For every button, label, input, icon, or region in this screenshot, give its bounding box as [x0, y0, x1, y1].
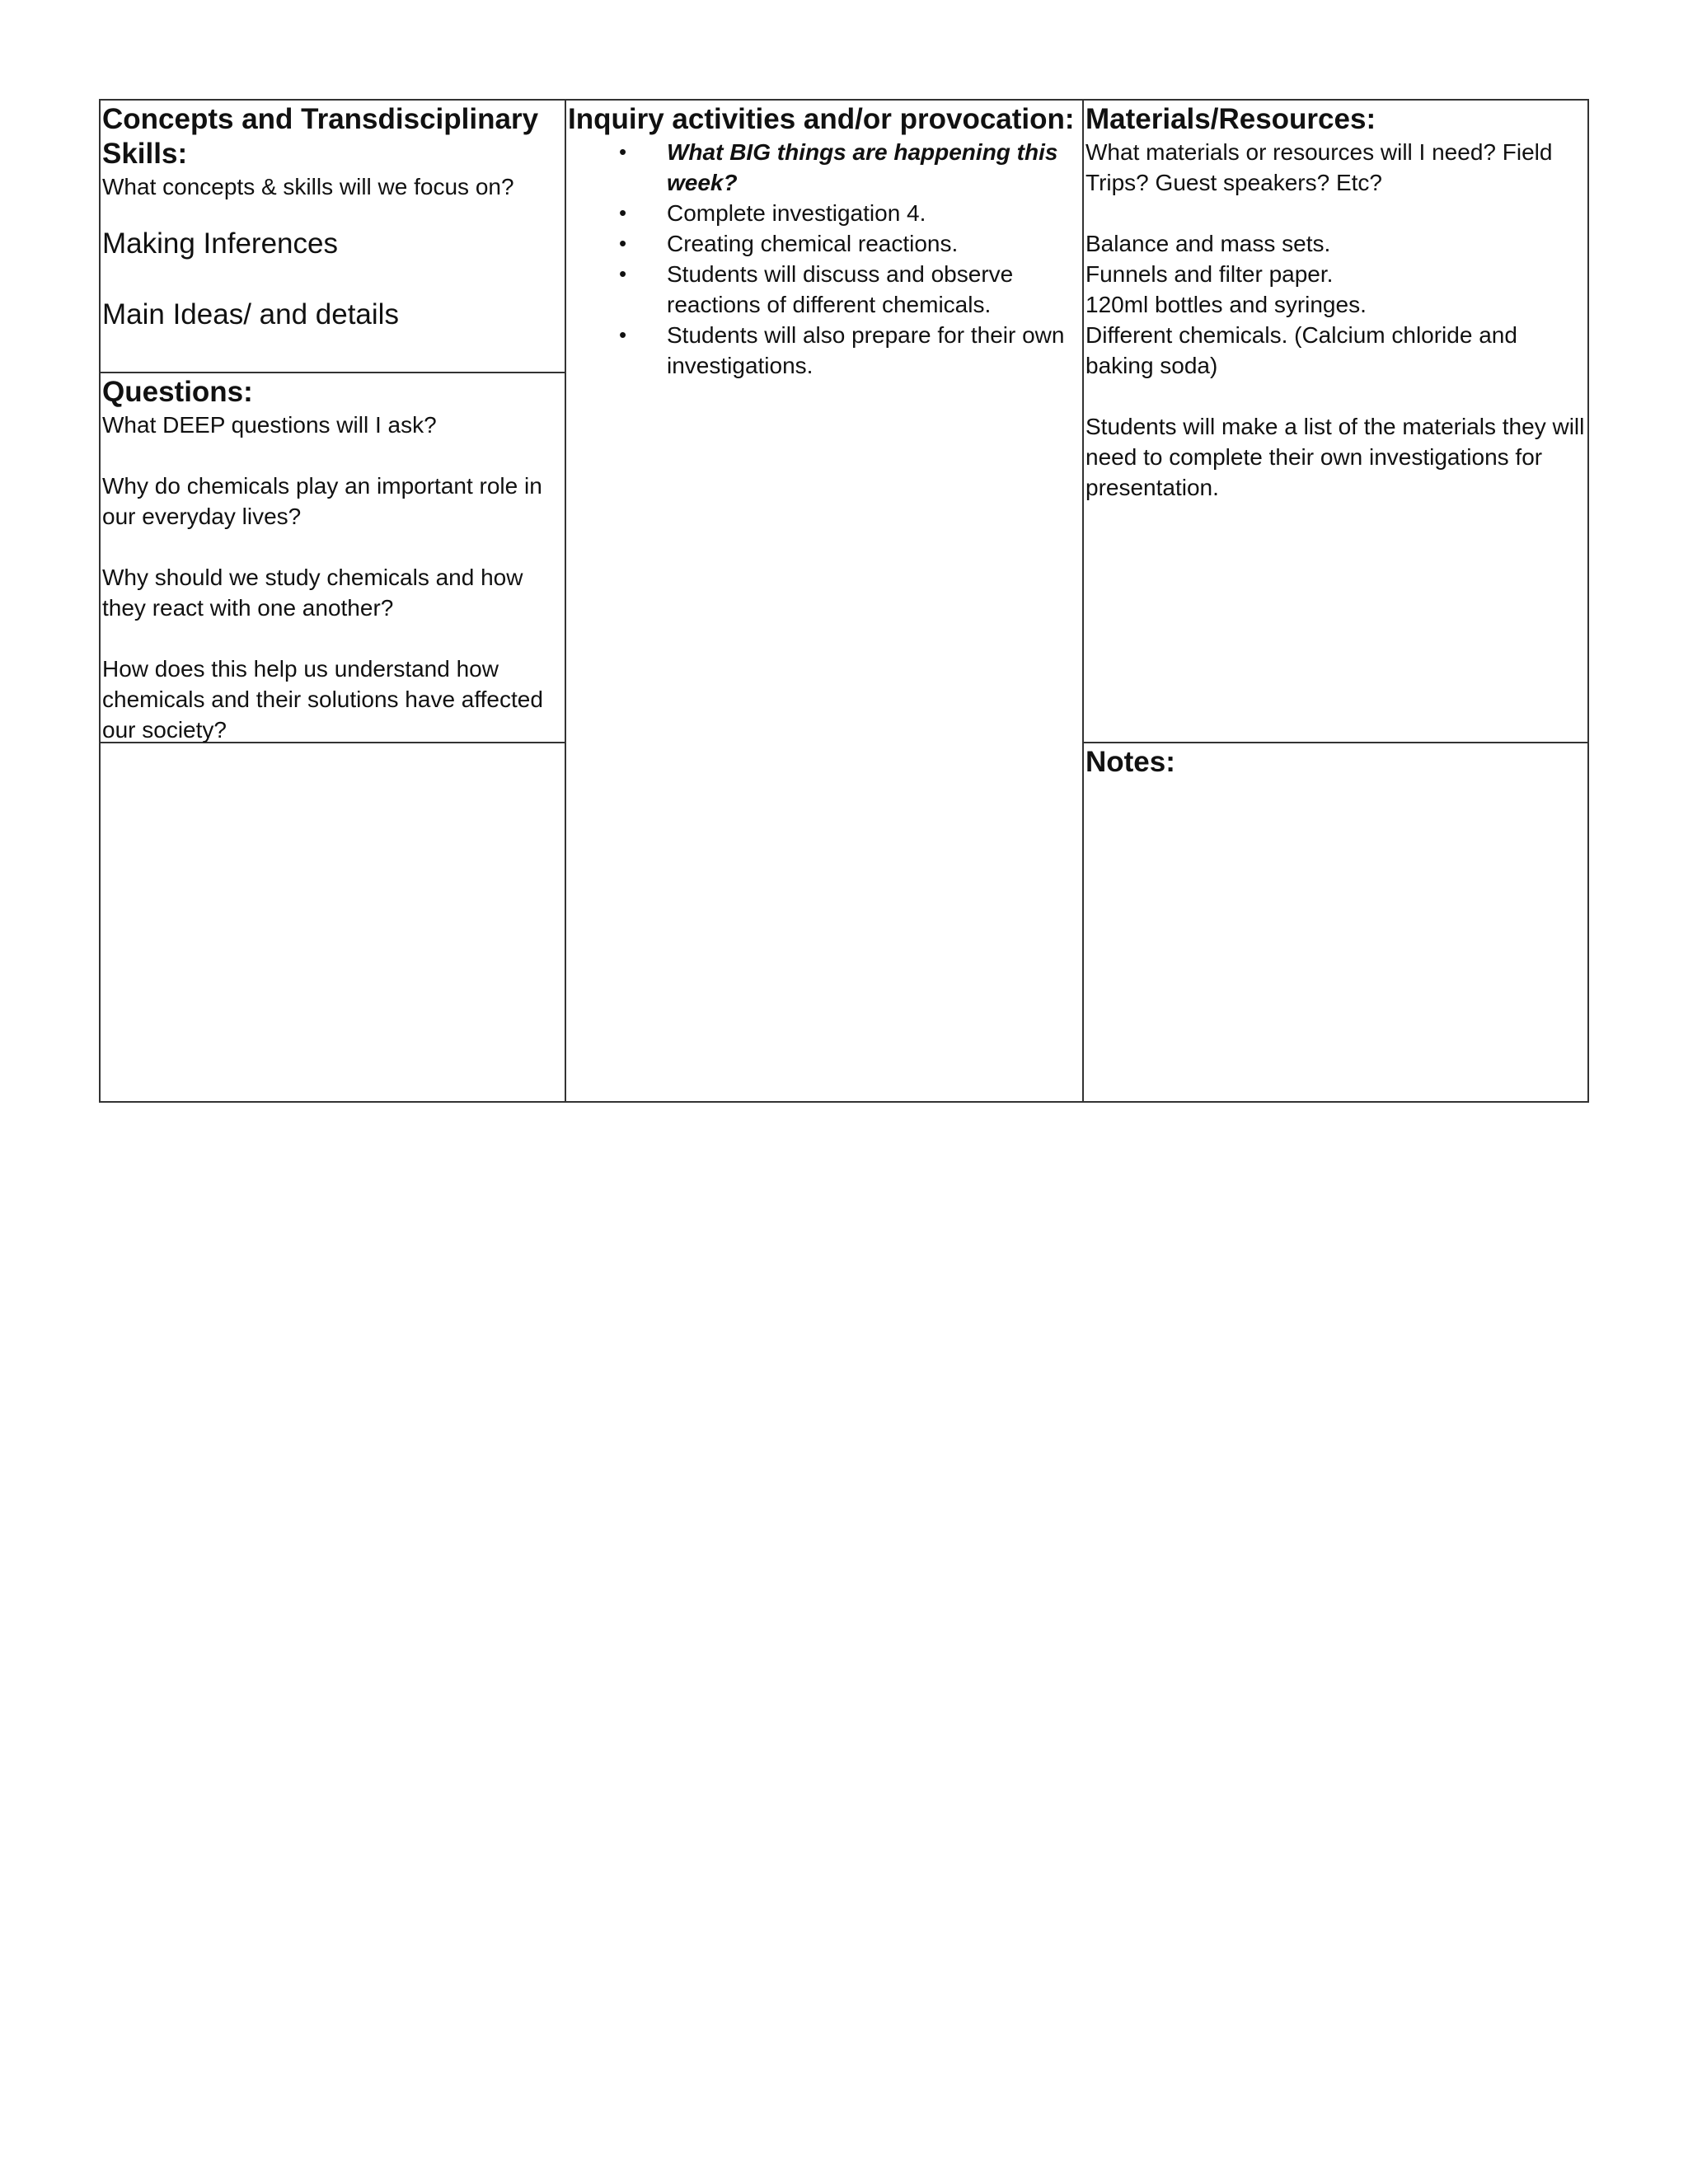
material-item: Different chemicals. (Calcium chloride and baking soda) [1085, 322, 1517, 378]
concepts-heading: Concepts and Transdisciplinary Skills: [102, 103, 539, 170]
questions-heading: Questions: [102, 376, 253, 408]
planning-table [99, 99, 1589, 1103]
bullet-icon: • [619, 139, 627, 164]
question-item: How does this help us understand how chemicals and their solutions have affected our society? [102, 656, 543, 743]
material-item: Balance and mass sets. [1085, 231, 1331, 256]
inquiry-heading: Inquiry activities and/or provocation: [568, 103, 1075, 135]
bullet-icon: • [619, 231, 627, 255]
questions-cell [101, 373, 565, 742]
skill-item: Making Inferences [102, 227, 338, 260]
material-item: Funnels and filter paper. [1085, 261, 1334, 287]
inquiry-bullet: • Students will discuss and observe reactions of different chemicals. [568, 259, 1081, 320]
inquiry-bullet-list [568, 137, 1081, 381]
inquiry-cell [566, 101, 1082, 1103]
skill-item: Main Ideas/ and details [102, 298, 399, 330]
inquiry-bullet: • Creating chemical reactions. [568, 228, 1081, 259]
bullet-icon: • [619, 200, 627, 225]
materials-heading: Materials/Resources: [1085, 103, 1376, 135]
questions-prompt: What DEEP questions will I ask? [102, 412, 437, 438]
question-item: Why should we study chemicals and how they react with one another? [102, 565, 523, 621]
concepts-prompt: What concepts & skills will we focus on? [102, 174, 514, 199]
materials-note: Students will make a list of the materials they will need to complete their own investigations for presentation. [1085, 414, 1585, 500]
empty-cell [101, 743, 565, 1103]
material-item: 120ml bottles and syringes. [1085, 292, 1367, 317]
notes-heading: Notes: [1085, 746, 1175, 778]
bullet-icon: • [619, 322, 627, 347]
inquiry-bullet: • Complete investigation 4. [568, 198, 1081, 228]
materials-prompt: What materials or resources will I need? Field Trips? Guest speakers? Etc? [1085, 139, 1553, 195]
materials-cell [1084, 101, 1589, 742]
inquiry-bullet: • What BIG things are happening this week? [568, 137, 1081, 198]
inquiry-bullet: • Students will also prepare for their own investigations. [568, 320, 1081, 381]
bullet-icon: • [619, 261, 627, 286]
notes-cell [1084, 743, 1589, 1103]
concepts-cell [101, 101, 565, 372]
question-item: Why do chemicals play an important role in our everyday lives? [102, 473, 542, 529]
